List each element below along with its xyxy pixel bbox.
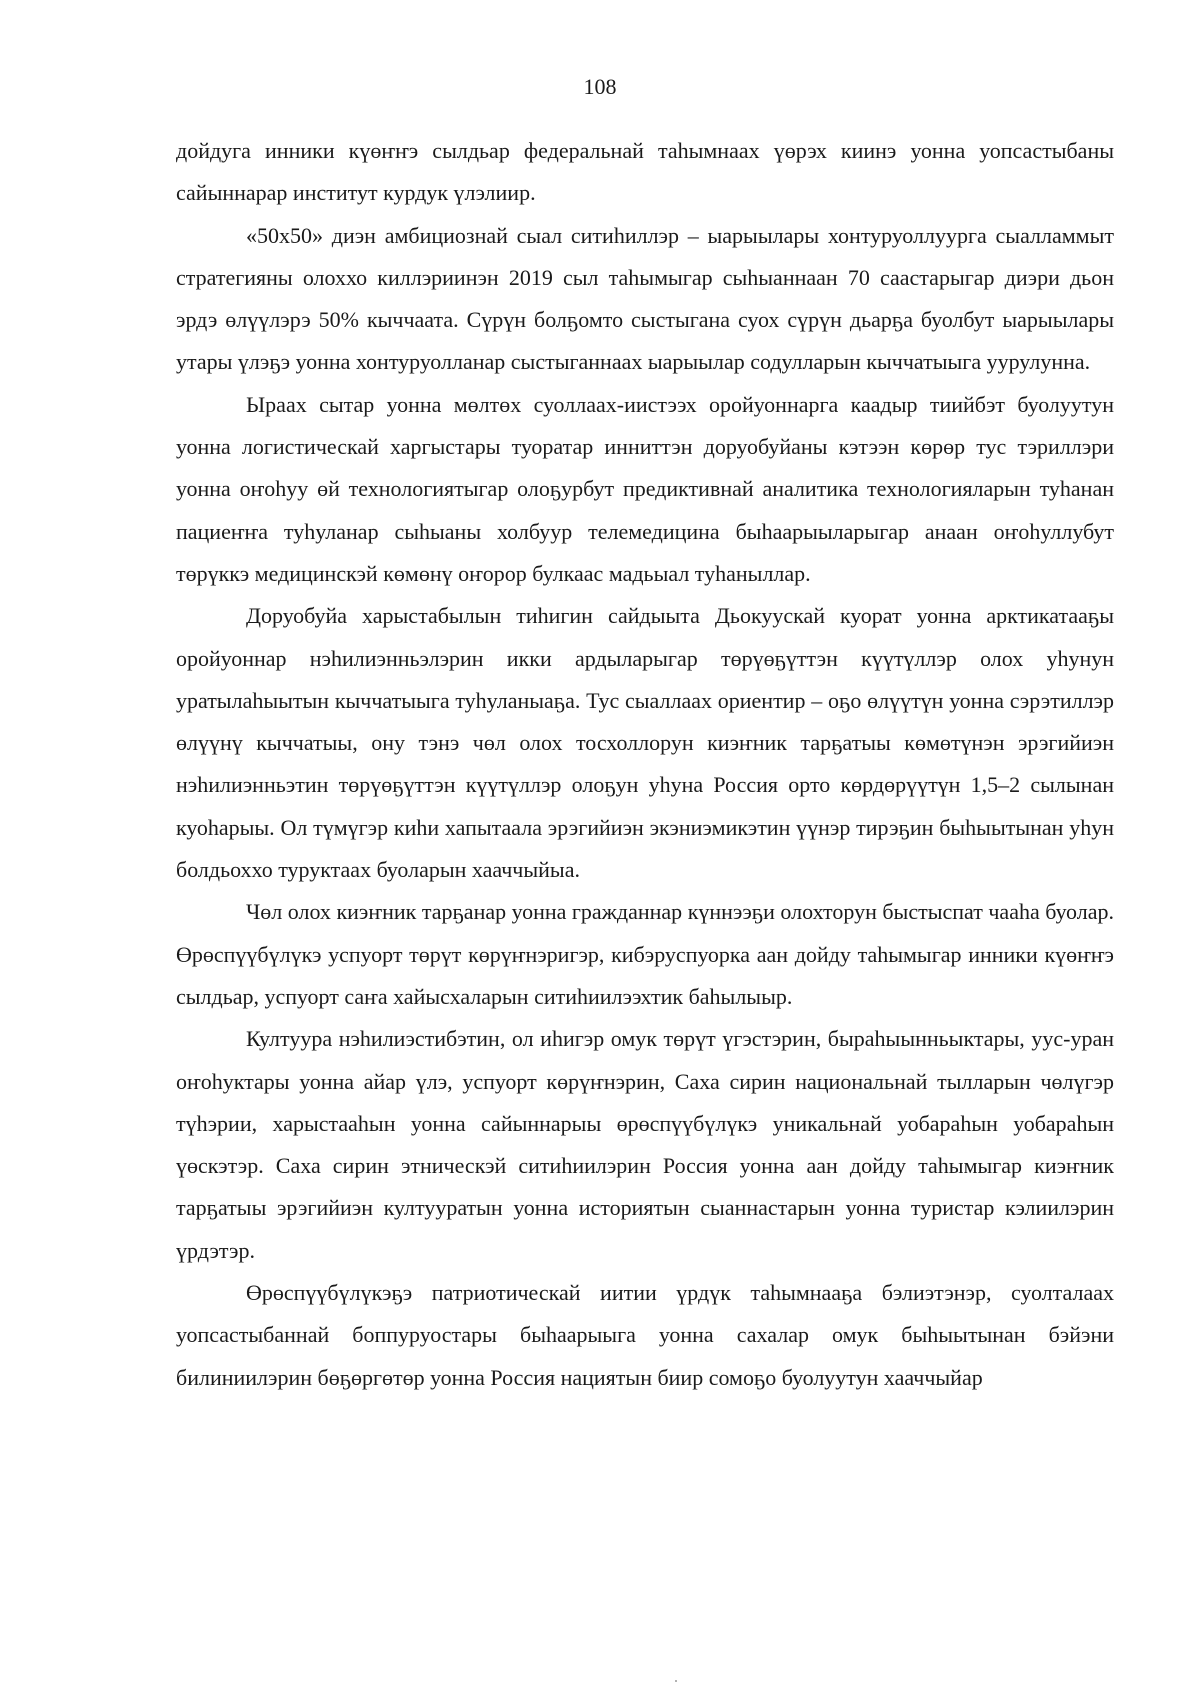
paragraph-life-expectancy: Доруобуйа харыстабылын тиһигин сайдыыта Дьокуускай куорат уонна арктикатааҕы оройуоннар нэһилиэнньэлэрин икки ардыларыгар төрүөҕүттэн күүтүллэр олох уһунун уратылаһыытын кыччатыыга туһуланыаҕа. Тус сыаллаах ориентир – оҕо өлүүтүн уонна сэрэтиллэр өлүүнү кыччатыы, ону тэнэ чөл олох тосхоллорун киэҥник тарҕатыы көмөтүнэн эрэгийиэн нэһилиэнньэтин төрүөҕүттэн күүтүллэр олоҕун уһуна Россия орто көрдөрүүтүн 1,5–2 сылынан куоһарыы. Ол түмүгэр киһи хапытаала эрэгийиэн экэниэмикэтин үүнэр тирэҕин быһыытынан уһун болдьоххо туруктаах буоларын хааччыйыа. [176,603,1114,883]
scan-speck [675,1680,677,1682]
paragraph-culture-heritage: Култуура нэһилиэстибэтин, ол иһигэр омук төрүт үгэстэрин, быраһыынньыктары, уус-уран оҥоһуктары уонна айар үлэ, успуорт көрүҥнэрин, Саха сирин национальнай тылларын чөлүгэр түһэрии, харыстааһын уонна сайыннарыы өрөспүүбүлүкэ уникальнай уобараһын уобараһын үөскэтэр. Саха сирин этническэй ситиһиилэрин Россия уонна аан дойду таһымыгар киэҥник тарҕатыы эрэгийиэн култууратын уонна историятын сыаннастарын уонна туристар кэлиилэрин үрдэтэр. [176,1026,1114,1263]
document-body [176,130,1114,1399]
paragraph-telemedicine: Ыраах сытар уонна мөлтөх суоллаах-иистээх оройуоннарга каадыр тиийбэт буолуутун уонна логистическай харгыстары туоратар инниттэн доруобуйаны кэтээн көрөр тус тэриллэри уонна оҥоһуу өй технологиятыгар олоҕурбут предиктивнай аналитика технологияларын туһанан пациеҥҥа туһуланар сыһыаны холбуур телемедицина быһаарыыларыгар анаан оҥоһуллубут төрүккэ медицинскэй көмөнү оҥорор булкаас мадьыал туһаныллар. [176,391,1114,586]
paragraph-continuation: дойдуга инники күөҥҥэ сылдьар федеральнай таһымнаах үөрэх киинэ уонна уопсастыбаны сайыннарар институт курдук үлэлиир. [176,138,1114,206]
paragraph-patriotic-education: Өрөспүүбүлүкэҕэ патриотическай иитии үрдүк таһымнааҕа бэлиэтэнэр, суолталаах уопсастыбаннай боппуруостары быһаарыыга уонна сахалар омук быһыытынан бэйэни билиниилэрин бөҕөргөтөр уонна Россия нациятын биир сомоҕо буолуутун хааччыйар [176,1280,1114,1390]
paragraph-50x50-goal: «50х50» диэн амбициознай сыал ситиһиллэр – ыарыылары хонтуруоллуурга сыалламмыт стратегияны олоххо киллэриинэн 2019 сыл таһымыгар сыһыаннаан 70 саастарыгар диэри дьон эрдэ өлүүлэрэ 50% кыччаата. Сүрүн болҕомто сыстыгана суох сүрүн дьарҕа буолбут ыарыылары утары үлэҕэ уонна хонтуруолланар сыстыганнаах ыарыылар содулларын кыччатыыга уурулунна. [176,222,1114,375]
page-number: 108 [583,74,617,99]
paragraph-healthy-lifestyle: Чөл олох киэҥник тарҕанар уонна гражданнар күннээҕи олохторун быстыспат чааһа буолар. Өрөспүүбүлүкэ успуорт төрүт көрүҥнэригэр, кибэруспуорка аан дойду таһымыгар инники күөҥҥэ сылдьар, успуорт саҥа хайысхаларын ситиһиилээхтик баһылыыр. [176,899,1114,1009]
